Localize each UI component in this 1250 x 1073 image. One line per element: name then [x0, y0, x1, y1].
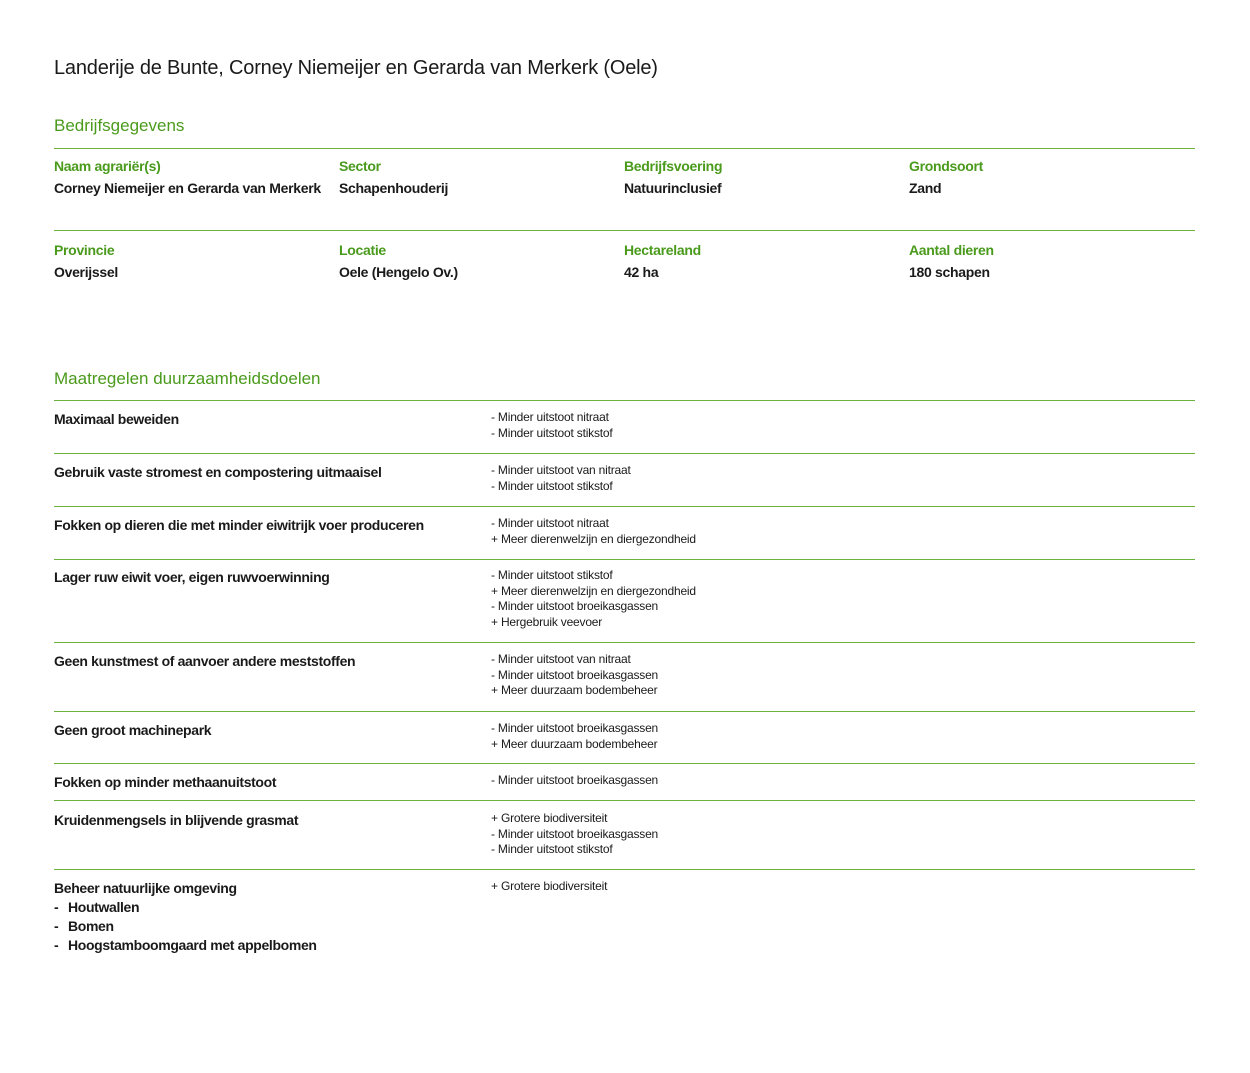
effect-item: - Minder uitstoot broeikasgassen — [491, 721, 659, 735]
effect-item: + Grotere biodiversiteit — [491, 879, 608, 893]
info-value: Zand — [909, 180, 942, 196]
effect-item: - Minder uitstoot stikstof — [491, 478, 613, 493]
measure-sub-item — [54, 936, 474, 955]
section-divider — [54, 400, 1195, 401]
list-dash: - — [54, 918, 59, 934]
info-value: Schapenhouderij — [339, 180, 449, 196]
measure-name — [54, 568, 474, 587]
effect-item: - Minder uitstoot nitraat — [491, 516, 609, 530]
measure-effects — [491, 879, 1091, 895]
info-label: Naam agrariër(s) — [54, 158, 161, 174]
info-label: Sector — [339, 158, 381, 174]
measure-effects — [491, 811, 1091, 858]
info-cell-hectareland — [624, 241, 904, 281]
info-label: Bedrijfsvoering — [624, 158, 723, 174]
effect-item: + Hergebruik veevoer — [491, 614, 603, 629]
list-dash: - — [54, 899, 59, 915]
info-cell-grondsoort — [909, 157, 1189, 197]
info-cell-naam — [54, 157, 334, 197]
measure-sub-text: Bomen — [68, 918, 114, 934]
info-label: Provincie — [54, 242, 115, 258]
effect-item: + Grotere biodiversiteit — [491, 811, 608, 825]
measure-title: Maximaal beweiden — [54, 411, 179, 427]
measure-name — [54, 879, 474, 955]
effect-item: - Minder uitstoot broeikasgassen — [491, 773, 659, 787]
measure-name — [54, 463, 474, 482]
info-label: Grondsoort — [909, 158, 983, 174]
row-divider — [54, 559, 1195, 560]
effect-item: - Minder uitstoot stikstof — [491, 568, 613, 582]
measure-name — [54, 811, 474, 830]
measure-name — [54, 410, 474, 429]
section-heading-maatregelen: Maatregelen duurzaamheidsdoelen — [54, 369, 321, 388]
measure-sub-item — [54, 898, 474, 917]
section-divider — [54, 148, 1195, 149]
list-dash: - — [54, 937, 59, 953]
measure-effects — [491, 410, 1091, 441]
row-divider — [54, 642, 1195, 643]
measure-title: Beheer natuurlijke omgeving — [54, 880, 237, 896]
measure-name — [54, 773, 474, 792]
effect-item: - Minder uitstoot stikstof — [491, 842, 613, 857]
measure-title: Geen groot machinepark — [54, 722, 212, 738]
info-label: Locatie — [339, 242, 386, 258]
effect-item: + Meer dierenwelzijn en diergezondheid — [491, 583, 696, 598]
info-value: Oele (Hengelo Ov.) — [339, 264, 458, 280]
effect-item: - Minder uitstoot broeikasgassen — [491, 667, 659, 682]
effect-item: + Meer duurzaam bodembeheer — [491, 736, 658, 751]
measure-sub-text: Hoogstamboomgaard met appelbomen — [68, 937, 317, 953]
effect-item: - Minder uitstoot broeikasgassen — [491, 826, 659, 841]
effect-item: + Meer duurzaam bodembeheer — [491, 683, 658, 698]
row-divider — [54, 453, 1195, 454]
row-divider — [54, 711, 1195, 712]
info-label: Hectareland — [624, 242, 701, 258]
info-label: Aantal dieren — [909, 242, 994, 258]
measure-sub-text: Houtwallen — [68, 899, 140, 915]
measure-effects — [491, 721, 1091, 752]
row-divider — [54, 763, 1195, 764]
measure-title: Lager ruw eiwit voer, eigen ruwvoerwinning — [54, 569, 330, 585]
row-divider — [54, 230, 1195, 231]
info-value: Corney Niemeijer en Gerarda van Merkerk — [54, 180, 321, 196]
row-divider — [54, 800, 1195, 801]
measure-effects — [491, 652, 1091, 699]
measure-name — [54, 516, 474, 535]
info-cell-provincie — [54, 241, 334, 281]
measure-effects — [491, 773, 1091, 789]
measure-sub-item — [54, 917, 474, 936]
info-row-1 — [54, 157, 1195, 207]
row-divider — [54, 506, 1195, 507]
row-divider — [54, 869, 1195, 870]
info-cell-bedrijfsvoering — [624, 157, 904, 197]
info-cell-locatie — [339, 241, 619, 281]
info-value: Natuurinclusief — [624, 180, 722, 196]
measure-title: Fokken op dieren die met minder eiwitrijk voer produceren — [54, 517, 424, 533]
info-value: 42 ha — [624, 264, 659, 280]
page-title: Landerije de Bunte, Corney Niemeijer en Gerarda van Merkerk (Oele) — [54, 57, 658, 79]
info-cell-sector — [339, 157, 619, 197]
info-value: Overijssel — [54, 264, 118, 280]
measure-title: Fokken op minder methaanuitstoot — [54, 774, 277, 790]
measure-title: Gebruik vaste stromest en compostering uitmaaisel — [54, 464, 382, 480]
info-value: 180 schapen — [909, 264, 990, 280]
info-row-2 — [54, 241, 1195, 291]
measure-effects — [491, 568, 1091, 630]
effect-item: - Minder uitstoot stikstof — [491, 425, 613, 440]
measure-title: Kruidenmengsels in blijvende grasmat — [54, 812, 299, 828]
info-cell-aantal-dieren — [909, 241, 1189, 281]
effect-item: - Minder uitstoot van nitraat — [491, 463, 631, 477]
measure-name — [54, 721, 474, 740]
effect-item: - Minder uitstoot nitraat — [491, 410, 609, 424]
effect-item: - Minder uitstoot van nitraat — [491, 652, 631, 666]
section-heading-bedrijfsgegevens: Bedrijfsgegevens — [54, 116, 185, 135]
effect-item: - Minder uitstoot broeikasgassen — [491, 599, 659, 614]
effect-item: + Meer dierenwelzijn en diergezondheid — [491, 531, 696, 546]
measure-title: Geen kunstmest of aanvoer andere meststoffen — [54, 653, 356, 669]
measure-name — [54, 652, 474, 671]
measure-effects — [491, 516, 1091, 547]
measure-effects — [491, 463, 1091, 494]
